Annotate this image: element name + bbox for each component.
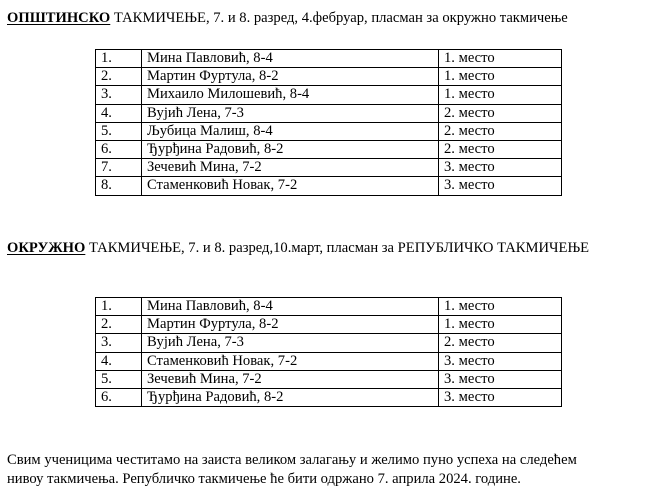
- placement-cell: 1. место: [439, 316, 562, 334]
- section-2-heading-lead: ОКРУЖНО: [7, 240, 86, 256]
- placement-cell: 3. место: [439, 177, 562, 195]
- student-name-cell: Вујић Лена, 7-3: [142, 334, 439, 352]
- student-name-cell: Стаменковић Новак, 7-2: [142, 177, 439, 195]
- section-1-heading-rest: ТАКМИЧЕЊЕ, 7. и 8. разред, 4.фебруар, пласман за окружно такмичење: [110, 10, 568, 26]
- placement-cell: 3. место: [439, 352, 562, 370]
- placement-cell: 2. место: [439, 104, 562, 122]
- table-row: [96, 334, 562, 352]
- closing-line-1: Свим ученицима честитамо на заиста великом залагању и желимо пуно успеха на следећем: [7, 452, 577, 468]
- section-2-heading: [7, 240, 589, 257]
- student-name-cell: Мина Павловић, 8-4: [142, 50, 439, 68]
- placement-cell: 1. место: [439, 68, 562, 86]
- rank-cell: 2.: [96, 316, 142, 334]
- rank-cell: 4.: [96, 352, 142, 370]
- rank-cell: 6.: [96, 140, 142, 158]
- table-row: [96, 68, 562, 86]
- rank-cell: 5.: [96, 122, 142, 140]
- placement-cell: 2. место: [439, 122, 562, 140]
- rank-cell: 3.: [96, 86, 142, 104]
- table-row: [96, 50, 562, 68]
- table-row: [96, 388, 562, 406]
- table-row: [96, 104, 562, 122]
- rank-cell: 3.: [96, 334, 142, 352]
- student-name-cell: Стаменковић Новак, 7-2: [142, 352, 439, 370]
- table-row: [96, 177, 562, 195]
- student-name-cell: Зечевић Мина, 7-2: [142, 370, 439, 388]
- placement-cell: 1. место: [439, 298, 562, 316]
- rank-cell: 4.: [96, 104, 142, 122]
- student-name-cell: Вујић Лена, 7-3: [142, 104, 439, 122]
- student-name-cell: Мина Павловић, 8-4: [142, 298, 439, 316]
- placement-cell: 3. место: [439, 388, 562, 406]
- placement-cell: 1. место: [439, 50, 562, 68]
- table-row: [96, 86, 562, 104]
- placement-cell: 1. место: [439, 86, 562, 104]
- rank-cell: 5.: [96, 370, 142, 388]
- placement-cell: 3. место: [439, 159, 562, 177]
- closing-paragraph: [7, 451, 657, 489]
- table-row: [96, 316, 562, 334]
- municipal-results-table: [95, 49, 562, 196]
- student-name-cell: Ђурђина Радовић, 8-2: [142, 140, 439, 158]
- section-1-heading: [7, 10, 568, 27]
- section-1-heading-lead: ОПШТИНСКО: [7, 10, 111, 26]
- rank-cell: 7.: [96, 159, 142, 177]
- section-2-heading-rest: ТАКМИЧЕЊЕ, 7. и 8. разред,10.март, пласман за РЕПУБЛИЧКО ТАКМИЧЕЊЕ: [85, 240, 590, 256]
- closing-line-2: нивоу такмичења. Републичко такмичење ће бити одржано 7. априла 2024. године.: [7, 471, 521, 487]
- student-name-cell: Мартин Фуртула, 8-2: [142, 68, 439, 86]
- rank-cell: 2.: [96, 68, 142, 86]
- student-name-cell: Ђурђина Радовић, 8-2: [142, 388, 439, 406]
- table-row: [96, 352, 562, 370]
- rank-cell: 8.: [96, 177, 142, 195]
- table-row: [96, 140, 562, 158]
- placement-cell: 2. место: [439, 140, 562, 158]
- rank-cell: 1.: [96, 50, 142, 68]
- rank-cell: 1.: [96, 298, 142, 316]
- rank-cell: 6.: [96, 388, 142, 406]
- student-name-cell: Љубица Малиш, 8-4: [142, 122, 439, 140]
- table-row: [96, 298, 562, 316]
- table-row: [96, 122, 562, 140]
- table-row: [96, 370, 562, 388]
- placement-cell: 3. место: [439, 370, 562, 388]
- student-name-cell: Мартин Фуртула, 8-2: [142, 316, 439, 334]
- student-name-cell: Зечевић Мина, 7-2: [142, 159, 439, 177]
- district-results-table: [95, 297, 562, 407]
- student-name-cell: Михаило Милошевић, 8-4: [142, 86, 439, 104]
- table-row: [96, 159, 562, 177]
- placement-cell: 2. место: [439, 334, 562, 352]
